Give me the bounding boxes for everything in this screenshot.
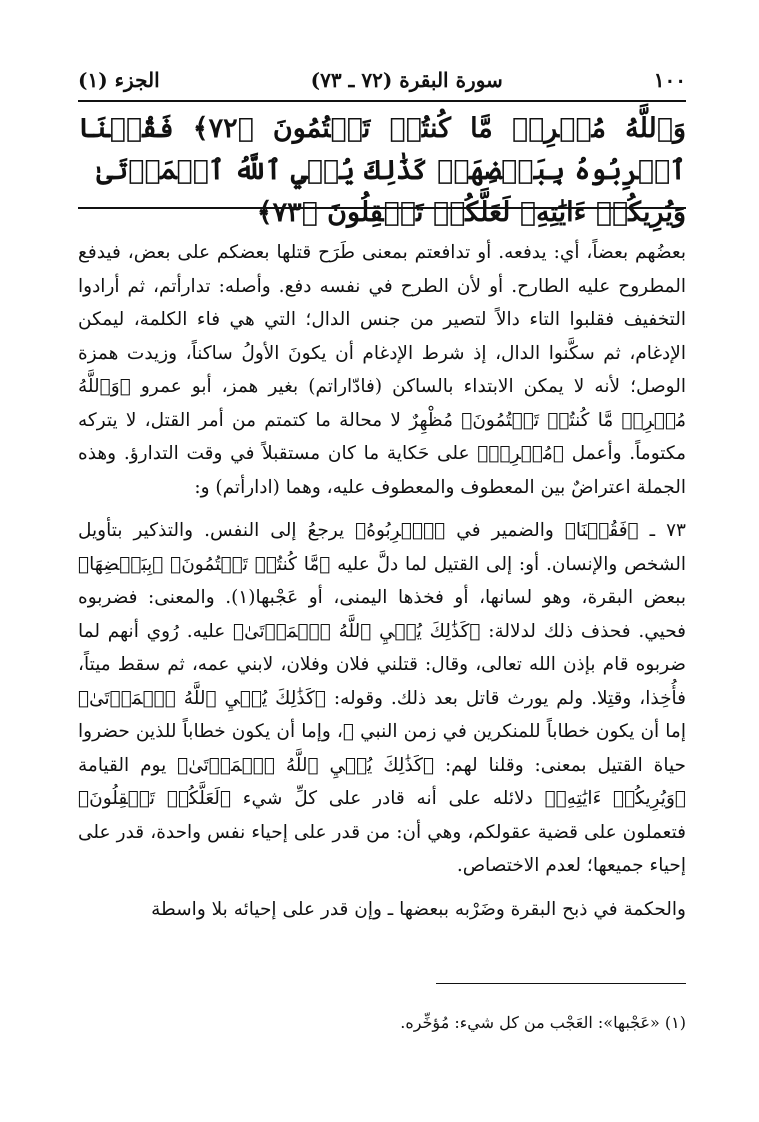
surah-title: سورة البقرة (٧٢ ـ ٧٣) <box>310 68 503 92</box>
commentary-paragraph-3: والحكمة في ذبح البقرة وضَرْبه ببعضها ـ وإن قدر على إحيائه بلا واسطة <box>151 898 686 920</box>
page-header <box>78 62 686 98</box>
page-number: ١٠٠ <box>653 68 686 92</box>
juz-label: الجزء (١) <box>78 68 160 92</box>
header-rule <box>78 100 686 102</box>
commentary-paragraph-2: ٧٣ ـ ﴿فَقُلۡنَا﴾ والضمير في ﴿ٱضۡرِبُوهُ﴾ يرجعُ إلى النفس. والتذكير بتأويل الشخص والإنسان. أو: إلى القتيل لما دلَّ عليه ﴿مَّا كُنتُمۡ تَكۡتُمُونَ﴾ ﴿بِبَعۡضِهَا﴾ ببعض البقرة، وهو لسانها، أو فخذها اليمنى، أو عَجْبها(١). والمعنى: فضربوه فحيي. فحذف ذلك لدلالة: ﴿كَذَٰلِكَ يُحۡيِ ٱللَّهُ ٱلۡمَوۡتَىٰ﴾ عليه. رُوي أنهم لما ضربوه قام بإذن الله تعالى، وقال: قتلني فلان وفلان، لابني عمه، ثم سقط ميتاً، فأُخِذا، وقتِلا. ولم يورث قاتل بعد ذلك. وقوله: ﴿كَذَٰلِكَ يُحۡيِ ٱللَّهُ ٱلۡمَوۡتَىٰ﴾ إما أن يكون خطاباً للمنكرين في زمن النبي ﷺ، وإما أن يكون خطاباً للذين حضروا حياة القتيل بمعنى: وقلنا لهم: ﴿كَذَٰلِكَ يُحۡيِ ٱللَّهُ ٱلۡمَوۡتَىٰ﴾ يوم القيامة ﴿وَيُرِيكُمۡ ءَايَٰتِهِۦ﴾ دلائله على أنه قادر على كلِّ شيء ﴿لَعَلَّكُمۡ تَعۡقِلُونَ﴾ فتعملون على قضية عقولكم، وهي أن: من قدر على إحياء نفس واحدة، قدر على إحياء جميعها؛ لعدم الاختصاص. <box>78 520 686 876</box>
commentary-paragraph-1: بعضُهم بعضاً، أي: يدفعه. أو تدافعتم بمعنى طَرَح قتلها بعضكم على بعض، فيدفع المطروح عليه الطارح. أو لأن الطرح في نفسه دفع. وأصله: تدارأتم، ثم أرادوا التخفيف فقلبوا التاء دالاً لتصير من جنس الدال؛ التي هي فاء الكلمة، ليمكن الإدغام، ثم سكَّنوا الدال، إذ شرط الإدغام أن يكونَ الأولُ ساكناً، وزيدت همزة الوصل؛ لأنه لا يمكن الابتداء بالساكن (فادّاراتم) بغير همز، أبو عمرو ﴿وَٱللَّهُ مُخۡرِجٞ مَّا كُنتُمۡ تَكۡتُمُونَ﴾ مُظْهِرٌ لا محالة ما كتمتم من أمر القتل، لا يتركه مكتوماً. وأعمل ﴿مُخۡرِجٞ﴾ على حَكاية ما كان مستقبلاً في وقت التدارؤ. وهذه الجملة اعتراضٌ بين المعطوف والمعطوف عليه، وهما (ادارأتم) و: <box>78 242 686 498</box>
commentary-text <box>78 236 686 936</box>
verse-rule <box>78 207 686 209</box>
footnote-rule <box>436 983 686 984</box>
footnote-text: (١) «عَجْبها»: العَجْب من كل شيء: مُؤخِّره. <box>400 1013 686 1032</box>
quran-verse-block <box>78 108 686 234</box>
quran-line-2: وَيُرِيكُمۡ ءَايَٰتِهِۦ لَعَلَّكُمۡ تَعۡقِلُونَ ﴿٧٣﴾ <box>256 197 686 228</box>
quran-line-1: وَٱللَّهُ مُخۡرِجٞ مَّا كُنتُمۡ تَكۡتُمُونَ ﴿٧٢﴾ فَقُلۡنَا ٱضۡرِبُوهُ بِبَعۡضِهَاۚ كَذَٰلِكَ يُحۡيِ ٱللَّهُ ٱلۡمَوۡتَىٰ <box>78 113 686 186</box>
footnote <box>78 1010 686 1036</box>
